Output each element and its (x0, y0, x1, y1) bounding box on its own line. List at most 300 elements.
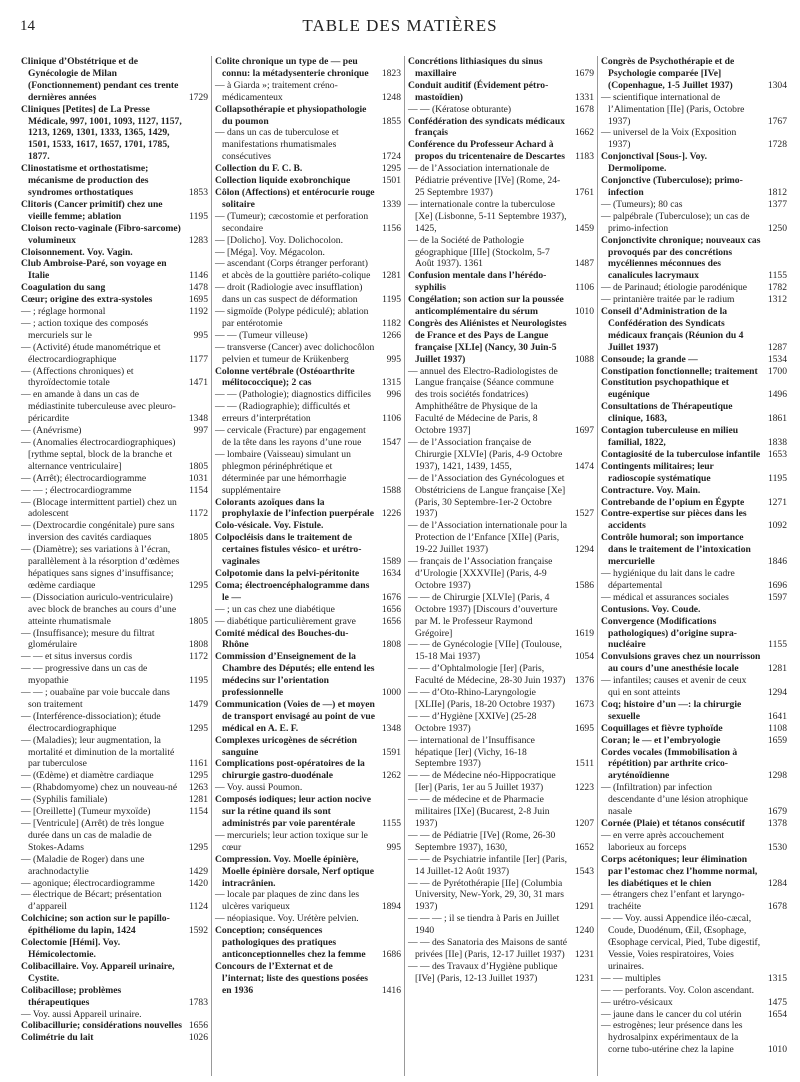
entry-text: Contrôle humoral; son importance dans le traitement de l’intoxication mercurielle (601, 532, 751, 568)
index-entry (21, 56, 208, 104)
entry-page-number: 1161 (189, 758, 208, 770)
entry-page-number: 1155 (768, 639, 787, 651)
index-entry (21, 651, 208, 663)
entry-page-number: 1287 (767, 341, 787, 353)
entry-page-number: 1195 (768, 472, 787, 484)
entry-text: Concours de l’Externat et de l’internat; liste des questions posées en 1936 (215, 960, 369, 996)
index-entry (215, 889, 401, 913)
index-entry (215, 366, 401, 390)
entry-page-number: 1295 (188, 579, 208, 591)
entry-page-number: 1000 (381, 687, 401, 699)
index-entry (21, 1009, 208, 1021)
entry-page-number: 1588 (381, 484, 401, 496)
entry-text: Composés iodiques; leur action nocive sur la rétine quand ils sont administrés par voie parentérale (215, 794, 371, 829)
index-entry (215, 258, 401, 282)
entry-page-number: 1805 (188, 532, 208, 544)
entry-page-number: 1641 (767, 710, 787, 722)
entry-text: — de l’Association des Gynécologues et Obstétriciens de Langue française [Xe] (Paris, 30 Septembre-1er-2 Octobre 1937) (408, 472, 566, 520)
page-header (0, 14, 800, 44)
index-entry (408, 794, 594, 830)
index-entry (215, 961, 401, 997)
entry-text: Colimétrie du lait (21, 1032, 94, 1044)
entry-text: — [Ventricule] (Arrêt) de très longue durée dans un cas de maladie de Stokes-Adams (21, 818, 165, 853)
index-entry (21, 913, 208, 937)
entry-page-number: 1474 (574, 460, 594, 472)
entry-page-number: 1855 (381, 115, 401, 127)
index-entry (21, 794, 208, 806)
index-entry (21, 318, 208, 342)
index-entry (601, 425, 787, 449)
entry-text: — (Arrêt); électrocardiogramme (21, 472, 147, 484)
entry-text: — étrangers chez l’enfant et laryngo-trachéite (601, 889, 745, 913)
entry-text: — ; action toxique des composés mercuriels sur le (21, 317, 149, 341)
index-entry (601, 306, 787, 354)
entry-text: — (Rhabdomyome) chez un nouveau-né (21, 782, 178, 794)
entry-text: Collection du F. C. B. (215, 163, 303, 175)
index-entry (601, 127, 787, 151)
entry-page-number: 1304 (767, 79, 787, 91)
index-entry (215, 568, 401, 580)
entry-text: Communication (Voies de —) et moyen de transport envisagé au point de vue médical en A. E. F. (215, 698, 375, 734)
entry-text: — palpébrale (Tuberculose); un cas de primo-infection (601, 210, 750, 234)
entry-text: — — (Tumeur villeuse) (215, 329, 308, 341)
index-entry (215, 794, 401, 830)
entry-page-number: 1543 (574, 865, 594, 877)
index-entry (408, 937, 594, 961)
entry-page-number: 1092 (767, 520, 787, 532)
entry-text: Clinostatisme et orthostatisme; mécanisme de production des syndromes orthostatiques (21, 163, 149, 198)
entry-page-number: 1586 (574, 579, 594, 591)
entry-text: — — — ; il se tiendra à Paris en Juillet 1940 (408, 913, 560, 937)
entry-text: Contracture. Voy. Main. (601, 484, 701, 496)
index-entry (21, 687, 208, 711)
entry-text: Consoude; la grande — (601, 353, 698, 365)
entry-page-number: 1146 (189, 270, 208, 282)
entry-page-number: 1315 (767, 972, 787, 984)
index-entry (408, 556, 594, 592)
index-entry (21, 818, 208, 854)
entry-page-number: 1331 (574, 91, 594, 103)
entry-text: Commission d’Enseignement de la Chambre des Députés; elle entend les médecins sur l’orientation professionnelle (215, 651, 375, 699)
entry-text: Cloisonnement. Voy. Vagin. (21, 246, 133, 258)
entry-text: — — d’Oto-Rhino-Laryngologie [XLIIe] (Paris, 18-20 Octobre 1937) (408, 687, 555, 710)
index-entry (21, 782, 208, 794)
entry-text: Cliniques [Petites] de La Presse Médicale, 997, 1001, 1093, 1127, 1157, 1213, 1269, 1301, 1333, 1365, 1429, 1501, 1533, 1617, 1657, 1701, 1785, 1877. (21, 103, 182, 163)
entry-text: Clitoris (Cancer primitif) chez une vieille femme; ablation (21, 198, 163, 222)
index-entry (215, 330, 401, 342)
entry-text: — (Diamètre); ses variations à l’écran, parallèlement à la résorption d’œdèmes hépatiques sans signes d’insuffisance; œdème cardiaque (21, 544, 180, 591)
entry-text: — universel de la Voix (Exposition 1937) (601, 127, 737, 151)
entry-text: Contre-expertise sur pièces dans les accidents (601, 508, 747, 532)
entry-page-number: 1459 (574, 222, 594, 234)
entry-text: Contusions. Voy. Coude. (601, 603, 701, 615)
entry-text: — international de l’Insuffisance hépatique [Ier] (Vichy, 16-18 Septembre 1937) (408, 734, 535, 770)
entry-page-number: 1231 (574, 972, 594, 984)
entry-text: — de l’Association internationale pour la Protection de l’Enfance [XIIe] (Paris, 19-22 Juillet 1937) (408, 520, 568, 556)
entry-page-number: 995 (386, 353, 401, 365)
entry-text: Collapsothérapie et physiopathologie du poumon (215, 103, 367, 127)
entry-text: Compression. Voy. Moelle épinière, Moelle épinière dorsale, Nerf optique intracrânien. (215, 853, 374, 889)
index-entry (601, 56, 787, 92)
entry-page-number: 1659 (767, 734, 787, 746)
entry-page-number: 1124 (189, 901, 208, 913)
entry-text: — — des Travaux d’Hygiène publique [IVe] (Paris, 12-13 Juillet 1937) (408, 960, 558, 984)
entry-text: — (Blocage intermittent partiel) chez un adolescent (21, 496, 177, 520)
entry-page-number: 1729 (188, 91, 208, 103)
index-entry (21, 735, 208, 771)
index-entry (215, 651, 401, 699)
index-entry (21, 389, 208, 425)
entry-text: — (Affections chroniques) et thyroïdectomie totale (21, 365, 134, 389)
entry-page-number: 1534 (767, 353, 787, 365)
entry-page-number: 1678 (767, 901, 787, 913)
entry-page-number: 1271 (767, 496, 787, 508)
entry-page-number: 1846 (767, 556, 787, 568)
index-entry (408, 56, 594, 80)
entry-page-number: 1312 (767, 294, 787, 306)
entry-page-number: 1088 (574, 353, 594, 365)
entry-text: — Voy. aussi Poumon. (215, 782, 303, 794)
index-entry (601, 592, 787, 604)
entry-text: Club Ambroise-Paré, son voyage en Italie (21, 258, 167, 282)
entry-text: — — d’Hygiène [XXIVe] (25-28 Octobre 1937) (408, 710, 537, 734)
entry-text: Contingents militaires; leur radioscopie systématique (601, 460, 714, 484)
index-entry (215, 580, 401, 604)
index-entry (601, 366, 787, 378)
index-entry (601, 699, 787, 723)
index-entry (408, 854, 594, 878)
index-entry (601, 235, 787, 283)
index-entry (601, 818, 787, 830)
entry-page-number: 1281 (381, 270, 401, 282)
index-entry (21, 294, 208, 306)
index-entry (601, 651, 787, 675)
entry-text: — [Dolicho]. Voy. Dolichocolon. (215, 234, 343, 246)
entry-page-number: 1339 (381, 198, 401, 210)
index-column-1 (18, 56, 211, 1076)
index-entry (215, 425, 401, 449)
entry-page-number: 1263 (188, 782, 208, 794)
index-entry (215, 80, 401, 104)
entry-text: Coma; électroencéphalogramme dans le — (215, 579, 370, 603)
entry-text: Colibacillaire. Voy. Appareil urinaire, Cystite. (21, 960, 175, 984)
entry-page-number: 1155 (768, 270, 787, 282)
index-entry (215, 235, 401, 247)
index-entry (21, 425, 208, 437)
entry-text: Constitution psychopathique et eugénique (601, 377, 729, 401)
entry-text: Coquillages et fièvre typhoïde (601, 722, 723, 734)
entry-text: — [Méga]. Voy. Mégacolon. (215, 246, 325, 258)
entry-text: — français de l’Association française d’Urologie [XXXVIIe] (Paris, 4-9 Octobre 1937) (408, 556, 553, 591)
index-entry (21, 258, 208, 282)
entry-text: Colo-vésicale. Voy. Fistule. (215, 520, 324, 532)
index-entry (215, 104, 401, 128)
entry-page-number: 1656 (188, 1020, 208, 1032)
page-title: TABLE DES MATIÈRES (302, 16, 498, 35)
index-entry (601, 497, 787, 509)
index-entry (408, 687, 594, 711)
entry-page-number: 1348 (381, 722, 401, 734)
index-entry (215, 520, 401, 532)
entry-page-number: 1501 (381, 175, 401, 187)
entry-page-number: 1231 (574, 948, 594, 960)
index-entry (21, 878, 208, 890)
index-entry (21, 437, 208, 473)
entry-text: — (Dissociation auriculo-ventriculaire) avec block de branches au cours d’une atteinte rhumatismale (21, 591, 177, 627)
index-entry (601, 735, 787, 747)
entry-page-number: 1172 (189, 508, 208, 520)
entry-page-number: 1106 (382, 413, 401, 425)
entry-page-number: 1378 (767, 818, 787, 829)
entry-text: — — perforants. Voy. Colon ascendant. (601, 984, 755, 996)
entry-text: Complications post-opératoires de la chirurgie gastro-duodénale (215, 758, 365, 782)
entry-text: — (Interférence-dissociation); étude électrocardiographique (21, 710, 161, 734)
index-entry (601, 997, 787, 1009)
entry-page-number: 1266 (381, 329, 401, 341)
index-entry (408, 437, 594, 473)
entry-text: — (Activité) étude manométrique et électrocardiographique (21, 341, 161, 365)
entry-text: Confédération des syndicats médicaux français (408, 115, 565, 139)
index-entry (601, 854, 787, 890)
entry-page-number: 1177 (189, 353, 208, 365)
entry-text: — printanière traitée par le radium (601, 294, 735, 306)
index-entry (215, 854, 401, 890)
entry-text: Conjonctive (Tuberculose); primo-infection (601, 175, 743, 198)
index-column-2 (211, 56, 404, 1076)
entry-page-number: 997 (193, 425, 208, 437)
entry-page-number: 1172 (189, 651, 208, 663)
index-entry (21, 485, 208, 497)
index-entry (21, 163, 208, 199)
index-entry (215, 282, 401, 306)
index-entry (21, 711, 208, 735)
index-entry (601, 151, 787, 175)
index-entry (601, 723, 787, 735)
index-entry (215, 127, 401, 163)
entry-page-number: 1195 (189, 210, 208, 222)
entry-page-number: 1838 (767, 437, 787, 448)
entry-text: Coran; le — et l’embryologie (601, 734, 721, 746)
index-entry (601, 616, 787, 652)
entry-text: — Voy. aussi Appareil urinaire. (21, 1008, 142, 1020)
index-entry (21, 1020, 208, 1032)
index-entry (21, 282, 208, 294)
entry-text: — — (Radiographie); difficultés et erreurs d’interprétation (215, 401, 351, 425)
entry-page-number: 1479 (188, 698, 208, 710)
entry-page-number: 1376 (574, 675, 594, 687)
entry-text: Cordes vocales (Immobilisation à répétition) par arthrite crico-aryténoïdienne (601, 746, 738, 782)
entry-page-number: 1589 (381, 556, 401, 568)
entry-text: — — de Pédiatrie [IVe] (Rome, 26-30 Septembre 1937), 1630, (408, 829, 556, 853)
entry-text: — transverse (Cancer) avec dolichocôlon pelvien et tumeur de Krükenberg (215, 341, 375, 365)
entry-text: Congélation; son action sur la poussée anticomplémentaire du sérum (408, 294, 564, 318)
entry-page-number: 1700 (767, 365, 787, 377)
page-number: 14 (20, 18, 35, 34)
entry-page-number: 1240 (574, 925, 594, 937)
entry-page-number: 1782 (767, 282, 787, 294)
index-entry (601, 747, 787, 783)
index-entry (601, 354, 787, 366)
entry-page-number: 1054 (574, 651, 594, 663)
entry-page-number: 1597 (767, 591, 787, 603)
index-entry (21, 854, 208, 878)
index-entry (408, 711, 594, 735)
entry-text: — — de Chirurgie [XLVIe] (Paris, 4 Octobre 1937) [Discours d’ouverture par M. le Professeur Raymond Grégoire] (408, 591, 558, 639)
entry-text: — de la Société de Pathologie géographique [IIIe] (Stockolm, 5-7 Août 1937). 1361 (408, 234, 550, 270)
entry-page-number: 995 (386, 841, 401, 853)
entry-text: Congrès des Aliénistes et Neurologistes de France et des Pays de Langue française [XLIe] (Nancy, 30 Juin-5 Juillet 1937) (408, 317, 567, 365)
entry-text: Cloison recto-vaginale (Fibro-sarcome) volumineux (21, 222, 181, 246)
entry-page-number: 1283 (188, 234, 208, 246)
entry-page-number: 1673 (574, 698, 594, 710)
entry-page-number: 1656 (381, 603, 401, 615)
entry-text: — — ; ouabaïne par voie buccale dans son traitement (21, 687, 170, 710)
index-entry (408, 663, 594, 687)
entry-page-number: 1678 (574, 103, 594, 115)
entry-text: — (Insuffisance); mesure du filtrat glomérulaire (21, 627, 155, 651)
index-entry (408, 235, 594, 271)
index-entry (408, 770, 594, 794)
index-entry (408, 520, 594, 556)
index-entry (215, 401, 401, 425)
entry-text: Colibacillose; problèmes thérapeutiques (21, 984, 122, 1008)
index-entry (215, 604, 401, 616)
entry-text: Contagiosité de la tuberculose infantile (601, 448, 761, 460)
entry-page-number: 1416 (381, 984, 401, 996)
entry-text: Comité médical des Bouches-du-Rhône (215, 627, 349, 651)
entry-text: — — ; électrocardiogramme (21, 484, 132, 496)
entry-page-number: 1154 (189, 484, 208, 496)
entry-page-number: 1475 (767, 996, 787, 1008)
index-entry (408, 116, 594, 140)
index-entry (408, 163, 594, 199)
index-entry (215, 913, 401, 925)
entry-text: — médical et assurances sociales (601, 591, 729, 603)
index-entry (601, 568, 787, 592)
entry-page-number: 1106 (575, 282, 594, 294)
entry-page-number: 1295 (188, 841, 208, 853)
entry-text: — [Oreillette] (Tumeur myxoïde) (21, 806, 151, 818)
entry-page-number: 1591 (381, 746, 401, 758)
index-entry (408, 473, 594, 521)
index-columns (18, 56, 790, 1076)
entry-page-number: 1679 (767, 806, 787, 818)
entry-text: — estrogènes; leur présence dans les hydrosalpinx expérimentaux de la corne tubo-utérine chez la lapine (601, 1020, 743, 1056)
index-entry (215, 163, 401, 175)
index-entry (21, 889, 208, 913)
entry-page-number: 1805 (188, 460, 208, 472)
index-entry (601, 830, 787, 854)
entry-page-number: 1547 (381, 437, 401, 448)
entry-page-number: 1223 (574, 782, 594, 794)
entry-page-number: 1429 (188, 865, 208, 877)
entry-text: — — de Psychiatrie infantile [Ier] (Paris, 14 Juillet-12 Août 1937) (408, 853, 568, 877)
entry-page-number: 1291 (574, 901, 594, 913)
entry-page-number: 1281 (767, 663, 787, 675)
entry-text: Côlon (Affections) et entérocurie rouge solitaire (215, 186, 375, 210)
entry-page-number: 1192 (189, 306, 208, 318)
entry-text: — infantiles; causes et avenir de ceux qui en sont atteints (601, 675, 747, 699)
entry-text: Colonne vertébrale (Ostéoarthrite mélitococcique); 2 cas (215, 365, 355, 389)
entry-page-number: 1656 (381, 615, 401, 627)
index-entry (215, 758, 401, 782)
entry-page-number: 1527 (574, 508, 594, 520)
entry-text: — jaune dans le cancer du col utérin (601, 1008, 742, 1020)
entry-text: Consultations de Thérapeutique clinique, 1683, (601, 401, 733, 425)
index-entry (215, 175, 401, 187)
entry-text: Colectomie [Hémi]. Voy. Hémicolectomie. (21, 937, 121, 960)
entry-text: — en verre après accouchement laborieux au forceps (601, 829, 725, 853)
index-entry (21, 199, 208, 223)
index-entry (21, 366, 208, 390)
entry-page-number: 1183 (575, 151, 594, 163)
entry-text: — annuel des Electro-Radiologistes de Langue française (Séance commune des trois sociétés fondatrices) Amphithéâtre de Physique de la Faculté de Médecine de Paris, 8 Octobre 1937] (408, 365, 558, 437)
entry-text: — — d’Ophtalmologie [Ier] (Paris, Faculté de Médecine, 28-30 Juin 1937) (408, 663, 566, 687)
entry-text: — — de Pyrétothérapie [IIe] (Columbia University, New-York, 29, 30, 31 mars 1937) (408, 877, 564, 913)
entry-text: Conception; conséquences pathologiques des pratiques anticonceptionnelles chez la femme (215, 925, 366, 960)
entry-page-number: 1195 (382, 294, 401, 306)
entry-text: — — (Kératose obturante) (408, 103, 512, 115)
entry-text: Conjonctivite chronique; nouveaux cas provoqués par des concrétions mycéliennes méconnues des canalicules lacrymaux (601, 234, 761, 282)
entry-text: — mercuriels; leur action toxique sur le cœur (215, 829, 368, 853)
entry-page-number: 1619 (574, 627, 594, 639)
entry-text: Colite chronique un type de — peu connu: la métadysenterie chronique (215, 56, 369, 79)
index-entry (215, 342, 401, 366)
index-entry (21, 544, 208, 592)
entry-text: — (Tumeur); cæcostomie et perforation secondaire (215, 210, 369, 234)
index-entry (21, 497, 208, 521)
entry-page-number: 1695 (574, 722, 594, 734)
entry-page-number: 1653 (767, 448, 787, 460)
index-entry (601, 782, 787, 818)
entry-text: — locale par plaques de zinc dans les ulcères variqueux (215, 889, 360, 913)
entry-text: — scientifique international de l’Alimentation [IIe] (Paris, Octobre 1937) (601, 91, 745, 127)
entry-text: — (Maladie de Roger) dans une arachnodactylie (21, 853, 145, 877)
index-entry (408, 366, 594, 437)
entry-text: Coagulation du sang (21, 282, 106, 294)
entry-text: Concrétions lithiasiques du sinus maxillaire (408, 56, 543, 79)
index-entry (215, 449, 401, 497)
index-entry (408, 270, 594, 294)
entry-page-number: 1295 (381, 163, 401, 175)
index-entry (601, 175, 787, 199)
index-entry (408, 830, 594, 854)
index-entry (601, 294, 787, 306)
entry-page-number: 1676 (381, 591, 401, 603)
entry-page-number: 1226 (381, 508, 401, 520)
entry-text: — lombaire (Vaisseau) simulant un phlegmon périnéphrétique et déterminée par une hémorrhagie supplémentaire (215, 448, 351, 496)
index-entry (215, 628, 401, 652)
index-entry (21, 247, 208, 259)
entry-text: — (Infiltration) par infection descendante d’une lésion atrophique nasale (601, 782, 748, 818)
index-entry (215, 699, 401, 735)
entry-page-number: 1284 (767, 877, 787, 889)
entry-page-number: 1010 (574, 306, 594, 318)
entry-page-number: 1298 (767, 770, 787, 782)
entry-text: — diabétique particulièrement grave (215, 615, 356, 627)
entry-text: Conduit auditif (Évidement pétro-mastoïdien) (408, 79, 549, 103)
entry-text: Colpotomie dans la pelvi-péritonite (215, 567, 360, 579)
index-entry (21, 520, 208, 544)
index-entry (601, 449, 787, 461)
entry-text: — électrique de Bécart; présentation d’appareil (21, 889, 162, 913)
entry-text: Conférence du Professeur Achard à propos du tricentenaire de Descartes (408, 139, 565, 163)
entry-text: — cervicale (Fracture) par engagement de la tête dans les rayons d’une roue (215, 425, 366, 448)
index-entry (601, 508, 787, 532)
index-entry (408, 294, 594, 318)
entry-text: — — multiples (601, 972, 661, 984)
entry-text: — dans un cas de tuberculose et manifestations rhumatismales consécutives (215, 127, 339, 163)
